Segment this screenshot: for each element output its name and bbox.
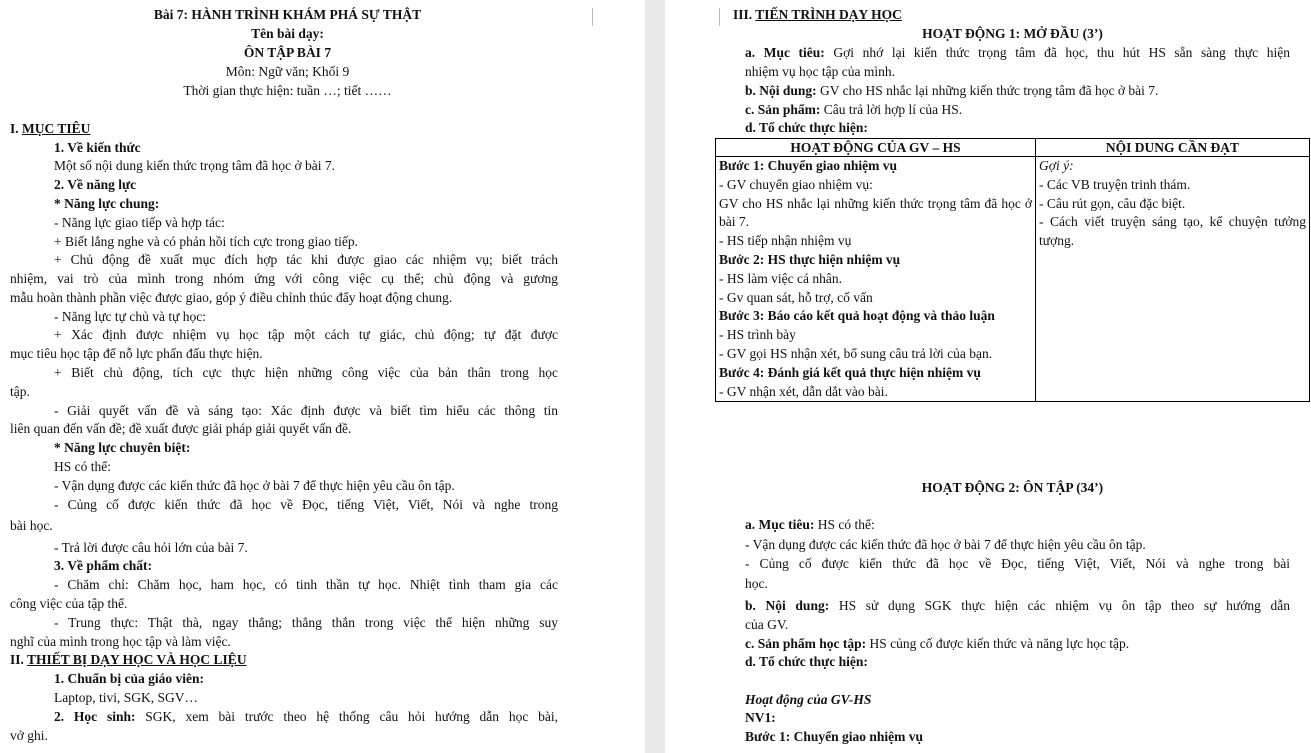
consolidate-end: bài học. (10, 518, 53, 533)
student-prep-line: 2. Học sinh: SGK, xem bài trước theo hệ thống câu hỏi hướng dẫn học bài, (54, 709, 559, 724)
step-1-heading: Bước 1: Chuyển giao nhiệm vụ (719, 158, 897, 173)
step-2-heading: Bước 2: HS thực hiện nhiệm vụ (719, 251, 901, 267)
hint-item-2: - Câu rút gọn, câu đặc biệt. (1039, 195, 1186, 211)
step-3-line-2: - GV gọi HS nhận xét, bổ sung câu trả lời của bạn. (719, 345, 993, 361)
activity-2-objective: a. Mục tiêu: HS có thể: (745, 517, 875, 532)
activity-1-product: c. Sản phẩm: Câu trả lời hợp lí của HS. (745, 102, 963, 117)
teacher-prep-text: Laptop, tivi, SGK, SGV… (54, 690, 199, 705)
section-2-heading: II. THIẾT BỊ DẠY HỌC VÀ HỌC LIỆU (10, 652, 247, 667)
activity-1-title: HOẠT ĐỘNG 1: MỞ ĐẦU (3’) (922, 26, 1103, 41)
hint-label: Gợi ý: (1039, 158, 1074, 173)
task-1-step-1: Bước 1: Chuyển giao nhiệm vụ (745, 729, 923, 744)
problem-solving-end: liên quan đến vấn đề; đề xuất được giải pháp giải quyết vấn đề. (10, 421, 352, 436)
problem-solving-line: - Giải quyết vấn đề và sáng tạo: Xác định được và biết tìm hiểu các thông tin (54, 403, 558, 418)
lesson-title: Bài 7: HÀNH TRÌNH KHÁM PHÁ SỰ THẬT (153, 7, 422, 22)
competence-heading: 2. Về năng lực (54, 177, 137, 192)
apply-line: - Vận dụng được các kiến thức đã học ở bài 7 để thực hiện yêu cầu ôn tập. (54, 478, 455, 493)
section-3-heading: III. TIẾN TRÌNH DẠY HỌC (733, 7, 902, 22)
hint-item-3: - Cách viết truyện sáng tạo, kể chuyện tưởng tượng. (1039, 214, 1306, 249)
step-2-line-2: - Gv quan sát, hỗ trợ, cố vấn (719, 289, 873, 305)
self-study-point-1: + Xác định được nhiệm vụ học tập một cách tự giác, chủ động; tự đặt được (54, 327, 558, 342)
step-4-heading: Bước 4: Đánh giá kết quả thực hiện nhiệm vụ (719, 364, 981, 380)
activity-2-content: b. Nội dung: HS sử dụng SGK thực hiện các nhiệm vụ ôn tập theo sự hướng dẫn (745, 598, 1290, 613)
communication-point-2-cont: nhiệm, vai trò của mình trong nhóm ứng với công việc cụ thể; chủ động và gương (10, 271, 558, 286)
table-header-activities: HOẠT ĐỘNG CỦA GV – HS (716, 139, 1036, 157)
lesson-name-label: Tên bài dạy: (251, 26, 324, 41)
section-1-heading: I. MỤC TIÊU (10, 121, 91, 136)
activity-1-objective: a. Mục tiêu: Gợi nhớ lại kiến thức trọng tâm đã học, thu hút HS sẵn sàng thực hiện (745, 45, 1290, 60)
qualities-heading: 3. Về phẩm chất: (54, 558, 153, 573)
student-prep-end: vở ghi. (10, 728, 48, 743)
self-study-point-2-end: tập. (10, 384, 30, 399)
table-header-content: NỘI DUNG CẦN ĐẠT (1036, 139, 1310, 157)
teacher-prep-heading: 1. Chuẩn bị của giáo viên: (54, 671, 205, 686)
crop-mark (701, 8, 720, 26)
lesson-name: ÔN TẬP BÀI 7 (243, 45, 332, 60)
activity-2-organization: d. Tổ chức thực hiện: (745, 654, 868, 669)
step-3-heading: Bước 3: Báo cáo kết quả hoạt động và thảo luận (719, 308, 995, 324)
honesty-end: nghĩ của mình trong học tập và làm việc. (10, 634, 231, 649)
table-cell-activities (716, 157, 1036, 402)
self-study-line: - Năng lực tự chủ và tự học: (54, 309, 207, 324)
document-page-right (665, 0, 1311, 753)
honesty-line: - Trung thực: Thật thà, ngay thẳng; thẳng thắn trong việc thể hiện những suy (54, 615, 558, 630)
step-1-line-3: - HS tiếp nhận nhiệm vụ (719, 233, 852, 249)
self-study-point-2: + Biết chủ động, tích cực thực hiện những công việc của bản thân trong học (54, 365, 558, 380)
step-1-line-2: GV cho HS nhắc lại những kiến thức trọng tâm đã học ở bài 7. (719, 195, 1032, 230)
activity-2-objective-2-end: học. (745, 576, 768, 591)
activity-2-objective-1: - Vận dụng được các kiến thức đã học ở bài 7 để thực hiện yêu cầu ôn tập. (745, 537, 1146, 552)
task-1-label: NV1: (745, 710, 776, 725)
knowledge-text: Một số nội dung kiến thức trọng tâm đã học ở bài 7. (54, 158, 336, 173)
table-cell-content (1036, 157, 1310, 402)
activity-gv-hs-heading: Hoạt động của GV-HS (745, 692, 872, 707)
diligence-end: công việc của tập thể. (10, 596, 128, 611)
time-line: Thời gian thực hiện: tuần …; tiết …… (183, 83, 392, 98)
special-competence-heading: * Năng lực chuyên biệt: (54, 440, 191, 455)
communication-point-2-end: mẫu hoàn thành phần việc được giao, góp ý điều chỉnh thúc đẩy hoạt động chung. (10, 290, 453, 305)
subject-line: Môn: Ngữ văn; Khối 9 (225, 64, 350, 79)
hint-item-1: - Các VB truyện trinh thám. (1039, 176, 1191, 192)
document-page-left (0, 0, 645, 753)
activity-2-content-end: của GV. (745, 617, 789, 632)
communication-line: - Năng lực giao tiếp và hợp tác: (54, 215, 225, 230)
activity-1-organization: d. Tổ chức thực hiện: (745, 120, 868, 135)
step-1-line-1: - GV chuyển giao nhiệm vụ: (719, 176, 873, 192)
answer-line: - Trả lời được câu hỏi lớn của bài 7. (54, 540, 248, 555)
consolidate-line: - Củng cố được kiến thức đã học về Đọc, tiếng Việt, Viết, Nói và nghe trong (54, 497, 558, 512)
diligence-line: - Chăm chỉ: Chăm học, ham học, có tinh thần tự học. Nhiệt tình tham gia các (54, 577, 558, 592)
step-2-line-1: - HS làm việc cá nhân. (719, 270, 842, 286)
step-4-line-1: - GV nhận xét, dẫn dắt vào bài. (719, 383, 888, 399)
activity-2-title: HOẠT ĐỘNG 2: ÔN TẬP (34’) (921, 480, 1104, 495)
crop-mark (592, 8, 611, 26)
students-can: HS có thể: (54, 459, 111, 474)
activity-2-objective-2: - Củng cố được kiến thức đã học về Đọc, tiếng Việt, Viết, Nói và nghe trong bài (745, 556, 1290, 571)
activity-2-product: c. Sản phẩm học tập: HS củng cố được kiến thức và năng lực học tập. (745, 636, 1130, 651)
activity-1-content: b. Nội dung: GV cho HS nhắc lại những kiến thức trọng tâm đã học ở bài 7. (745, 83, 1159, 98)
self-study-point-1-end: mục tiêu học tập để nỗ lực phấn đấu thực hiện. (10, 346, 263, 361)
step-3-line-1: - HS trình bày (719, 327, 796, 343)
activity-1-objective-end: nhiệm vụ học tập của mình. (745, 64, 895, 79)
general-competence-heading: * Năng lực chung: (54, 196, 160, 211)
knowledge-heading: 1. Về kiến thức (54, 140, 141, 155)
activity-1-table (715, 138, 1310, 402)
communication-point-2: + Chủ động đề xuất mục đích hợp tác khi được giao các nhiệm vụ; biết trách (54, 252, 558, 267)
communication-point-1: + Biết lắng nghe và có phản hồi tích cực trong giao tiếp. (54, 234, 358, 249)
